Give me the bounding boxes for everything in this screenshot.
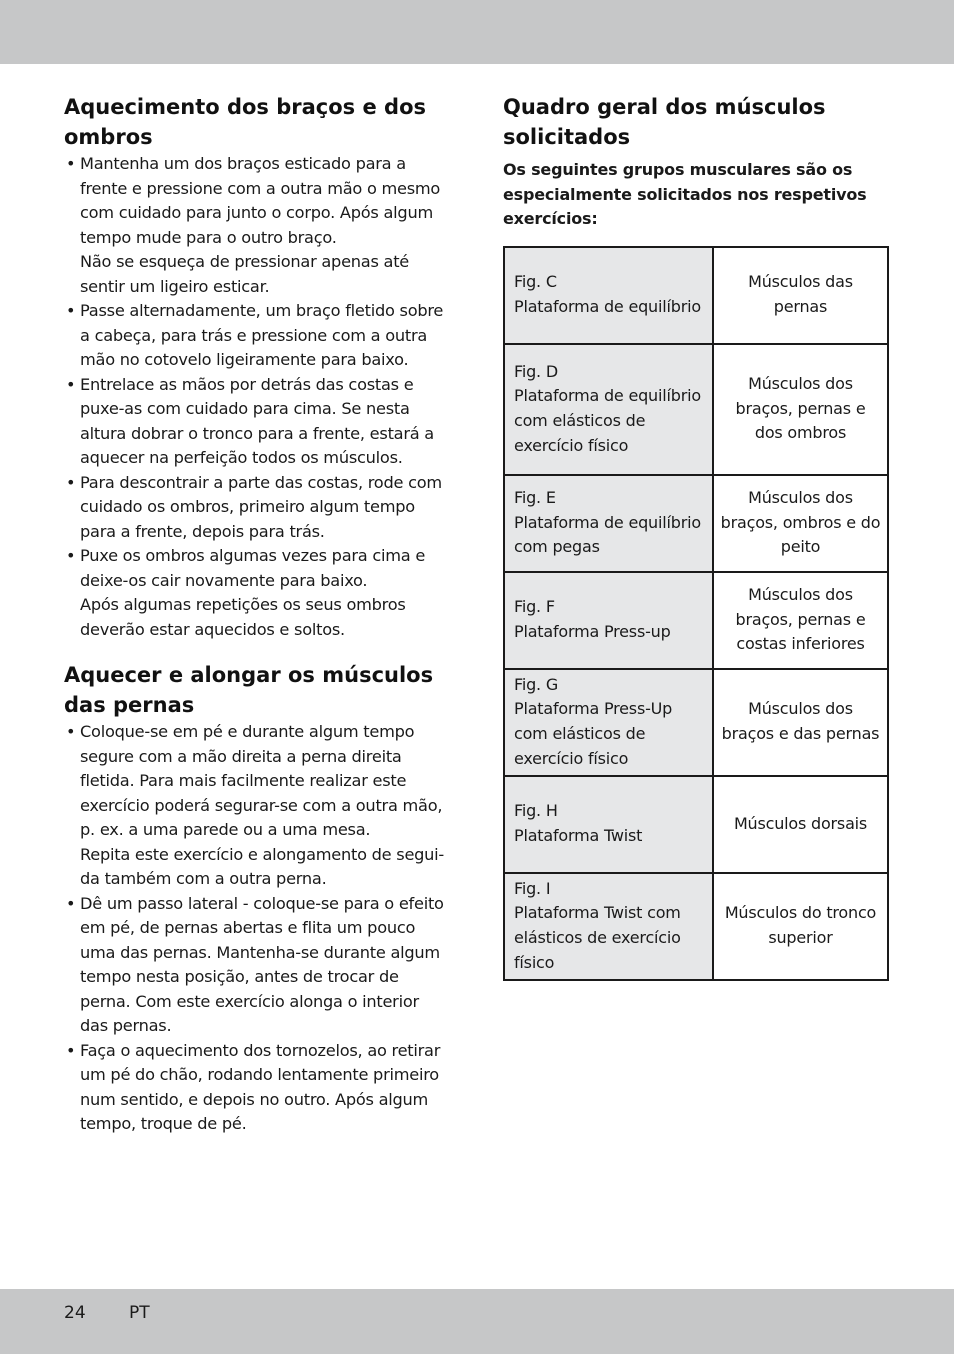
table-row [504,572,888,669]
table-row [504,873,888,980]
right-column [503,92,889,981]
language-code: PT [129,1303,150,1323]
list-item: • Entrelace as mãos por detrás das costas e puxe-as com cuidado para cima. Se nesta altura dobrar o tronco para a frente, estará a aquecer na perfeição todos os músculos. [64,373,448,471]
list-item: • Coloque-se em pé e durante algum tempo segure com a mão direita a perna direita fletida. Para mais facilmente realizar este exercício poderá segurar-se com a outra mão, p. ex. a uma parede ou a uma mesa. Repita este exercício e alongamento de segui-da também com a outra perna. [64,720,448,892]
header-band [0,0,954,64]
muscles-cell: Músculos dos braços, ombros e do peito [713,475,888,572]
table-row [504,344,888,475]
muscles-cell: Músculos dorsais [713,776,888,873]
figure-cell: Fig. I Plataforma Twist com elásticos de exercício físico [504,873,713,980]
table-row [504,475,888,572]
muscles-cell: Músculos das pernas [713,247,888,344]
figure-cell: Fig. H Plataforma Twist [504,776,713,873]
section-title-muscles-overview: Quadro geral dos músculos solicitados [503,95,826,149]
list-item: • Faça o aquecimento dos tornozelos, ao retirar um pé do chão, rodando lentamente primeiro num sentido, e depois no outro. Após algum tempo, troque de pé. [64,1039,448,1137]
list-item-note: Não se esqueça de pressionar apenas até sentir um ligeiro esticar. [80,252,410,296]
left-column [64,92,448,1137]
list-item: • Mantenha um dos braços esticado para a frente e pressione com a outra mão o mesmo com cuidado para junto o corpo. Após algum tempo mude para o outro braço. Não se esqueça de pressionar apenas até sentir um ligeiro esticar. [64,152,448,299]
section-title-legs: Aquecer e alongar os músculos das pernas [64,663,434,717]
muscles-table [503,246,889,981]
table-row [504,776,888,873]
table-row [504,669,888,776]
muscles-intro: Os seguintes grupos musculares são os especialmente solicitados nos respetivos exercícios: [503,160,867,228]
list-item: • Dê um passo lateral - coloque-se para o efeito em pé, de pernas abertas e flita um pouco uma das pernas. Mantenha-se durante algum tempo nesta posição, antes de trocar de perna. Com este exercício alonga o interior das pernas. [64,892,448,1039]
list-item-note: Repita este exercício e alongamento de segui-da também com a outra perna. [80,844,445,888]
muscles-cell: Músculos do tronco superior [713,873,888,980]
list-item: • Para descontrair a parte das costas, rode com cuidado os ombros, primeiro algum tempo para a frente, depois para trás. [64,471,448,545]
list-item: • Puxe os ombros algumas vezes para cima e deixe-os cair novamente para baixo. Após algumas repetições os seus ombros deverão estar aquecidos e soltos. [64,544,448,642]
figure-cell: Fig. G Plataforma Press-Up com elásticos de exercício físico [504,669,713,776]
table-row [504,247,888,344]
section-title-arms-shoulders: Aquecimento dos braços e dos ombros [64,95,427,149]
muscles-cell: Músculos dos braços, pernas e dos ombros [713,344,888,475]
muscles-cell: Músculos dos braços e das pernas [713,669,888,776]
figure-cell: Fig. F Plataforma Press-up [504,572,713,669]
figure-cell: Fig. D Plataforma de equilíbrio com elásticos de exercício físico [504,344,713,475]
figure-cell: Fig. C Plataforma de equilíbrio [504,247,713,344]
arms-shoulders-list [64,152,448,642]
legs-list [64,720,448,1137]
page-number: 24 [64,1303,86,1323]
muscles-cell: Músculos dos braços, pernas e costas inferiores [713,572,888,669]
list-item-note: Após algumas repetições os seus ombros deverão estar aquecidos e soltos. [80,595,406,639]
figure-cell: Fig. E Plataforma de equilíbrio com pegas [504,475,713,572]
list-item: • Passe alternadamente, um braço fletido sobre a cabeça, para trás e pressione com a outra mão no cotovelo ligeiramente para baixo. [64,299,448,373]
